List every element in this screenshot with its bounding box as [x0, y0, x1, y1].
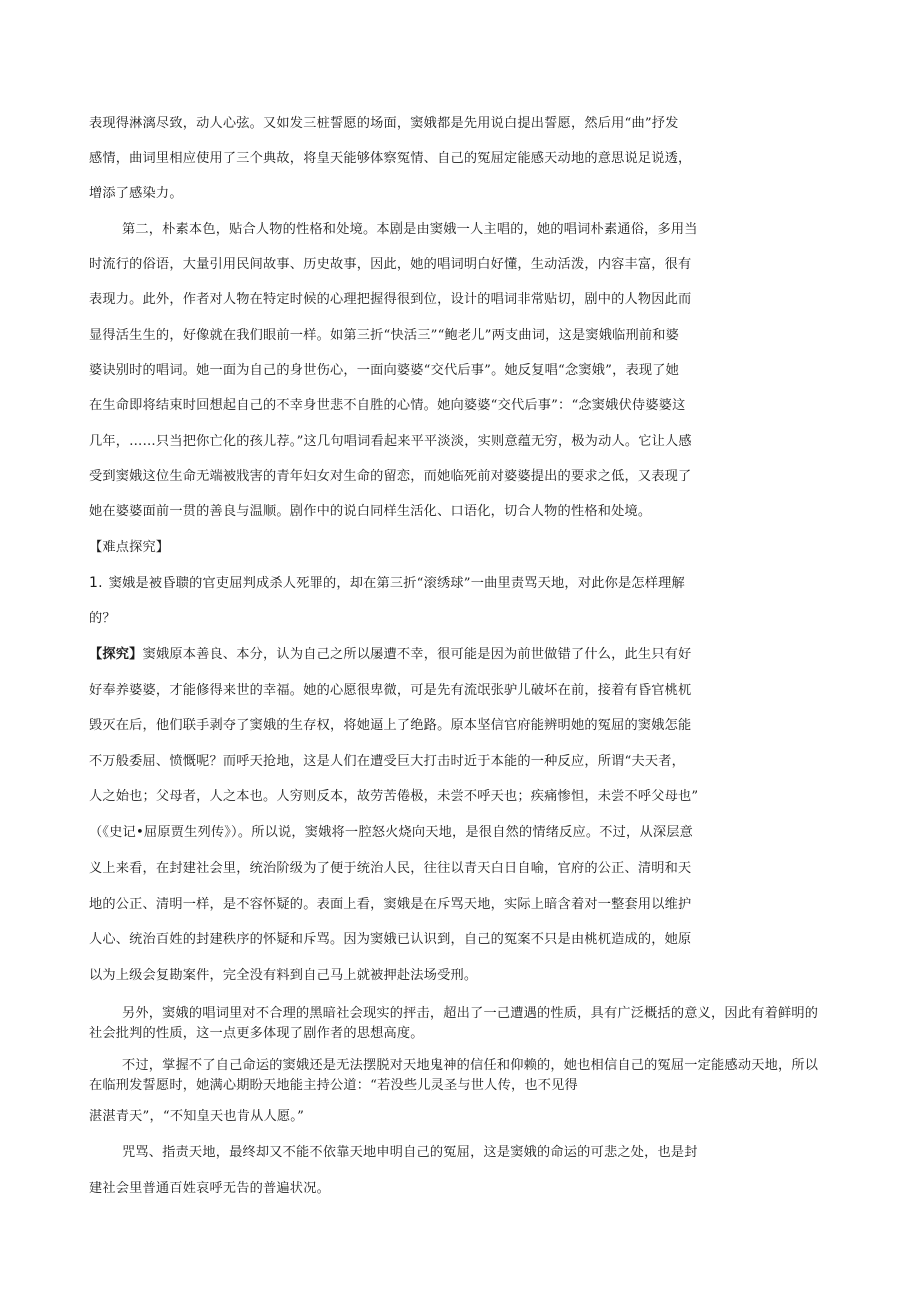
- text-line: 婆诀别时的唱词。她一面为自己的身世伤心，一面向婆婆“交代后事”。她反复唱“念窦娥”，表现了她: [89, 363, 680, 378]
- text-line: 时流行的俗语，大量引用民间故事、历史故事，因此，她的唱词明白好懂，生动活泼，内容丰富，很有: [89, 257, 692, 272]
- answer-text: 窦娥原本善良、本分，认为自己之所以屡遭不幸，很可能是因为前世做错了什么，此生只有好: [142, 647, 692, 662]
- text-line: 表现力。此外，作者对人物在特定时候的心理把握得很到位，设计的唱词非常贴切，剧中的人物因此而: [89, 292, 692, 307]
- text-line: 咒骂、指责天地，最终却又不能不依靠天地申明自己的冤屈，这是窦娥的命运的可悲之处，也是封: [122, 1145, 698, 1160]
- text-line: 几年，……只当把你亡化的孩儿荐。”这几句唱词看起来平平淡淡，实则意蕴无穷，极为动人。它让人感: [89, 434, 692, 449]
- text-line: （《史记•屈原贾生列传》）。所以说，窦娥将一腔怒火烧向天地，是很自然的情绪反应。不过，从深层意: [89, 825, 693, 840]
- paragraph-also: 另外，窦娥的唱词里对不合理的黑暗社会现实的抨击，超出了一己遭遇的性质，具有广泛概括的意义，因此有着鲜明的社会批判的性质，这一点更多体现了剧作者的思想高度。: [89, 1006, 819, 1041]
- text-line: 她在婆婆面前一贯的善良与温顺。剧作中的说白同样生活化、口语化，切合人物的性格和处境。: [89, 504, 652, 519]
- question-text: 窦娥是被昏聩的官吏屈判成杀人死罪的，却在第三折“滚绣球”一曲里责骂天地，对此你是怎样理解: [108, 576, 685, 591]
- text-line: 表现得淋漓尽致，动人心弦。又如发三桩誓愿的场面，窦娥都是先用说白提出誓愿，然后用“曲”抒发: [89, 116, 679, 131]
- text-line: 人之始也；父母者，人之本也。人穷则反本，故劳苦倦极，未尝不呼天也；疾痛惨怛，未尝不呼父母也”: [89, 789, 699, 804]
- section-heading: 【难点探究】: [89, 540, 170, 555]
- question-number: 1.: [89, 575, 103, 591]
- text-line: 地的公正、清明一样，是不容怀疑的。表面上看，窦娥是在斥骂天地，实际上暗含着对一整套用以维护: [89, 897, 692, 912]
- answer-first-line: [89, 647, 691, 663]
- text-line: 增添了感染力。: [89, 186, 183, 201]
- answer-label: 【探究】: [89, 647, 143, 662]
- paragraph-however: 不过，掌握不了自己命运的窦娥还是无法摆脱对天地鬼神的信任和仰赖的，她也相信自己的冤屈一定能感动天地，所以在临刑发誓愿时，她满心期盼天地能主持公道：“若没些儿灵圣与世人传，也不见得: [89, 1058, 819, 1093]
- text-line: 感情，曲词里相应使用了三个典故，将皇天能够体察冤情、自己的冤屈定能感天动地的意思说足说透，: [89, 151, 692, 166]
- text-line: 第二，朴素本色，贴合人物的性格和处境。本剧是由窦娥一人主唱的，她的唱词朴素通俗，多用当: [122, 222, 698, 237]
- text-line: 不万般委屈、愤慨呢？而呼天抢地，这是人们在遭受巨大打击时近于本能的一种反应，所谓“夫天者，: [89, 754, 685, 769]
- text-line: 在生命即将结束时回想起自己的不幸身世悲不自胜的心情。她向婆婆“交代后事”：“念窦娥伏侍婆婆这: [89, 398, 686, 413]
- text-line: 好奉养婆婆，才能修得来世的幸福。她的心愿很卑微，可是先有流氓张驴儿破坏在前，接着有昏官桃杌: [89, 683, 692, 698]
- question-line: [89, 575, 685, 592]
- text-line: 受到窦娥这位生命无端被戕害的青年妇女对生命的留恋，而她临死前对婆婆提出的要求之低，又表现了: [89, 469, 692, 484]
- text-line: 毁灭在后，他们联手剥夺了窦娥的生存权，将她逼上了绝路。原本坚信官府能辨明她的冤屈的窦娥怎能: [89, 718, 692, 733]
- text-line: 湛湛青天”，“不知皇天也肯从人愿。”: [89, 1109, 305, 1124]
- text-line: 显得活生生的，好像就在我们眼前一样。如第三折“快活三”“鲍老儿”两支曲词，这是窦娥临刑前和婆: [89, 328, 680, 343]
- text-line: 义上来看，在封建社会里，统治阶级为了便于统治人民，往往以青天白日自喻，官府的公正、清明和天: [89, 861, 692, 876]
- text-line: 建社会里普通百姓哀呼无告的普遍状况。: [89, 1181, 330, 1196]
- text-line: 人心、统治百姓的封建秩序的怀疑和斥骂。因为窦娥已认识到，自己的冤案不只是由桃杌造成的，她原: [89, 932, 692, 947]
- question-line-continued: 的？: [89, 611, 116, 626]
- text-line: 以为上级会复勘案件，完全没有料到自己马上就被押赴法场受刑。: [89, 968, 478, 983]
